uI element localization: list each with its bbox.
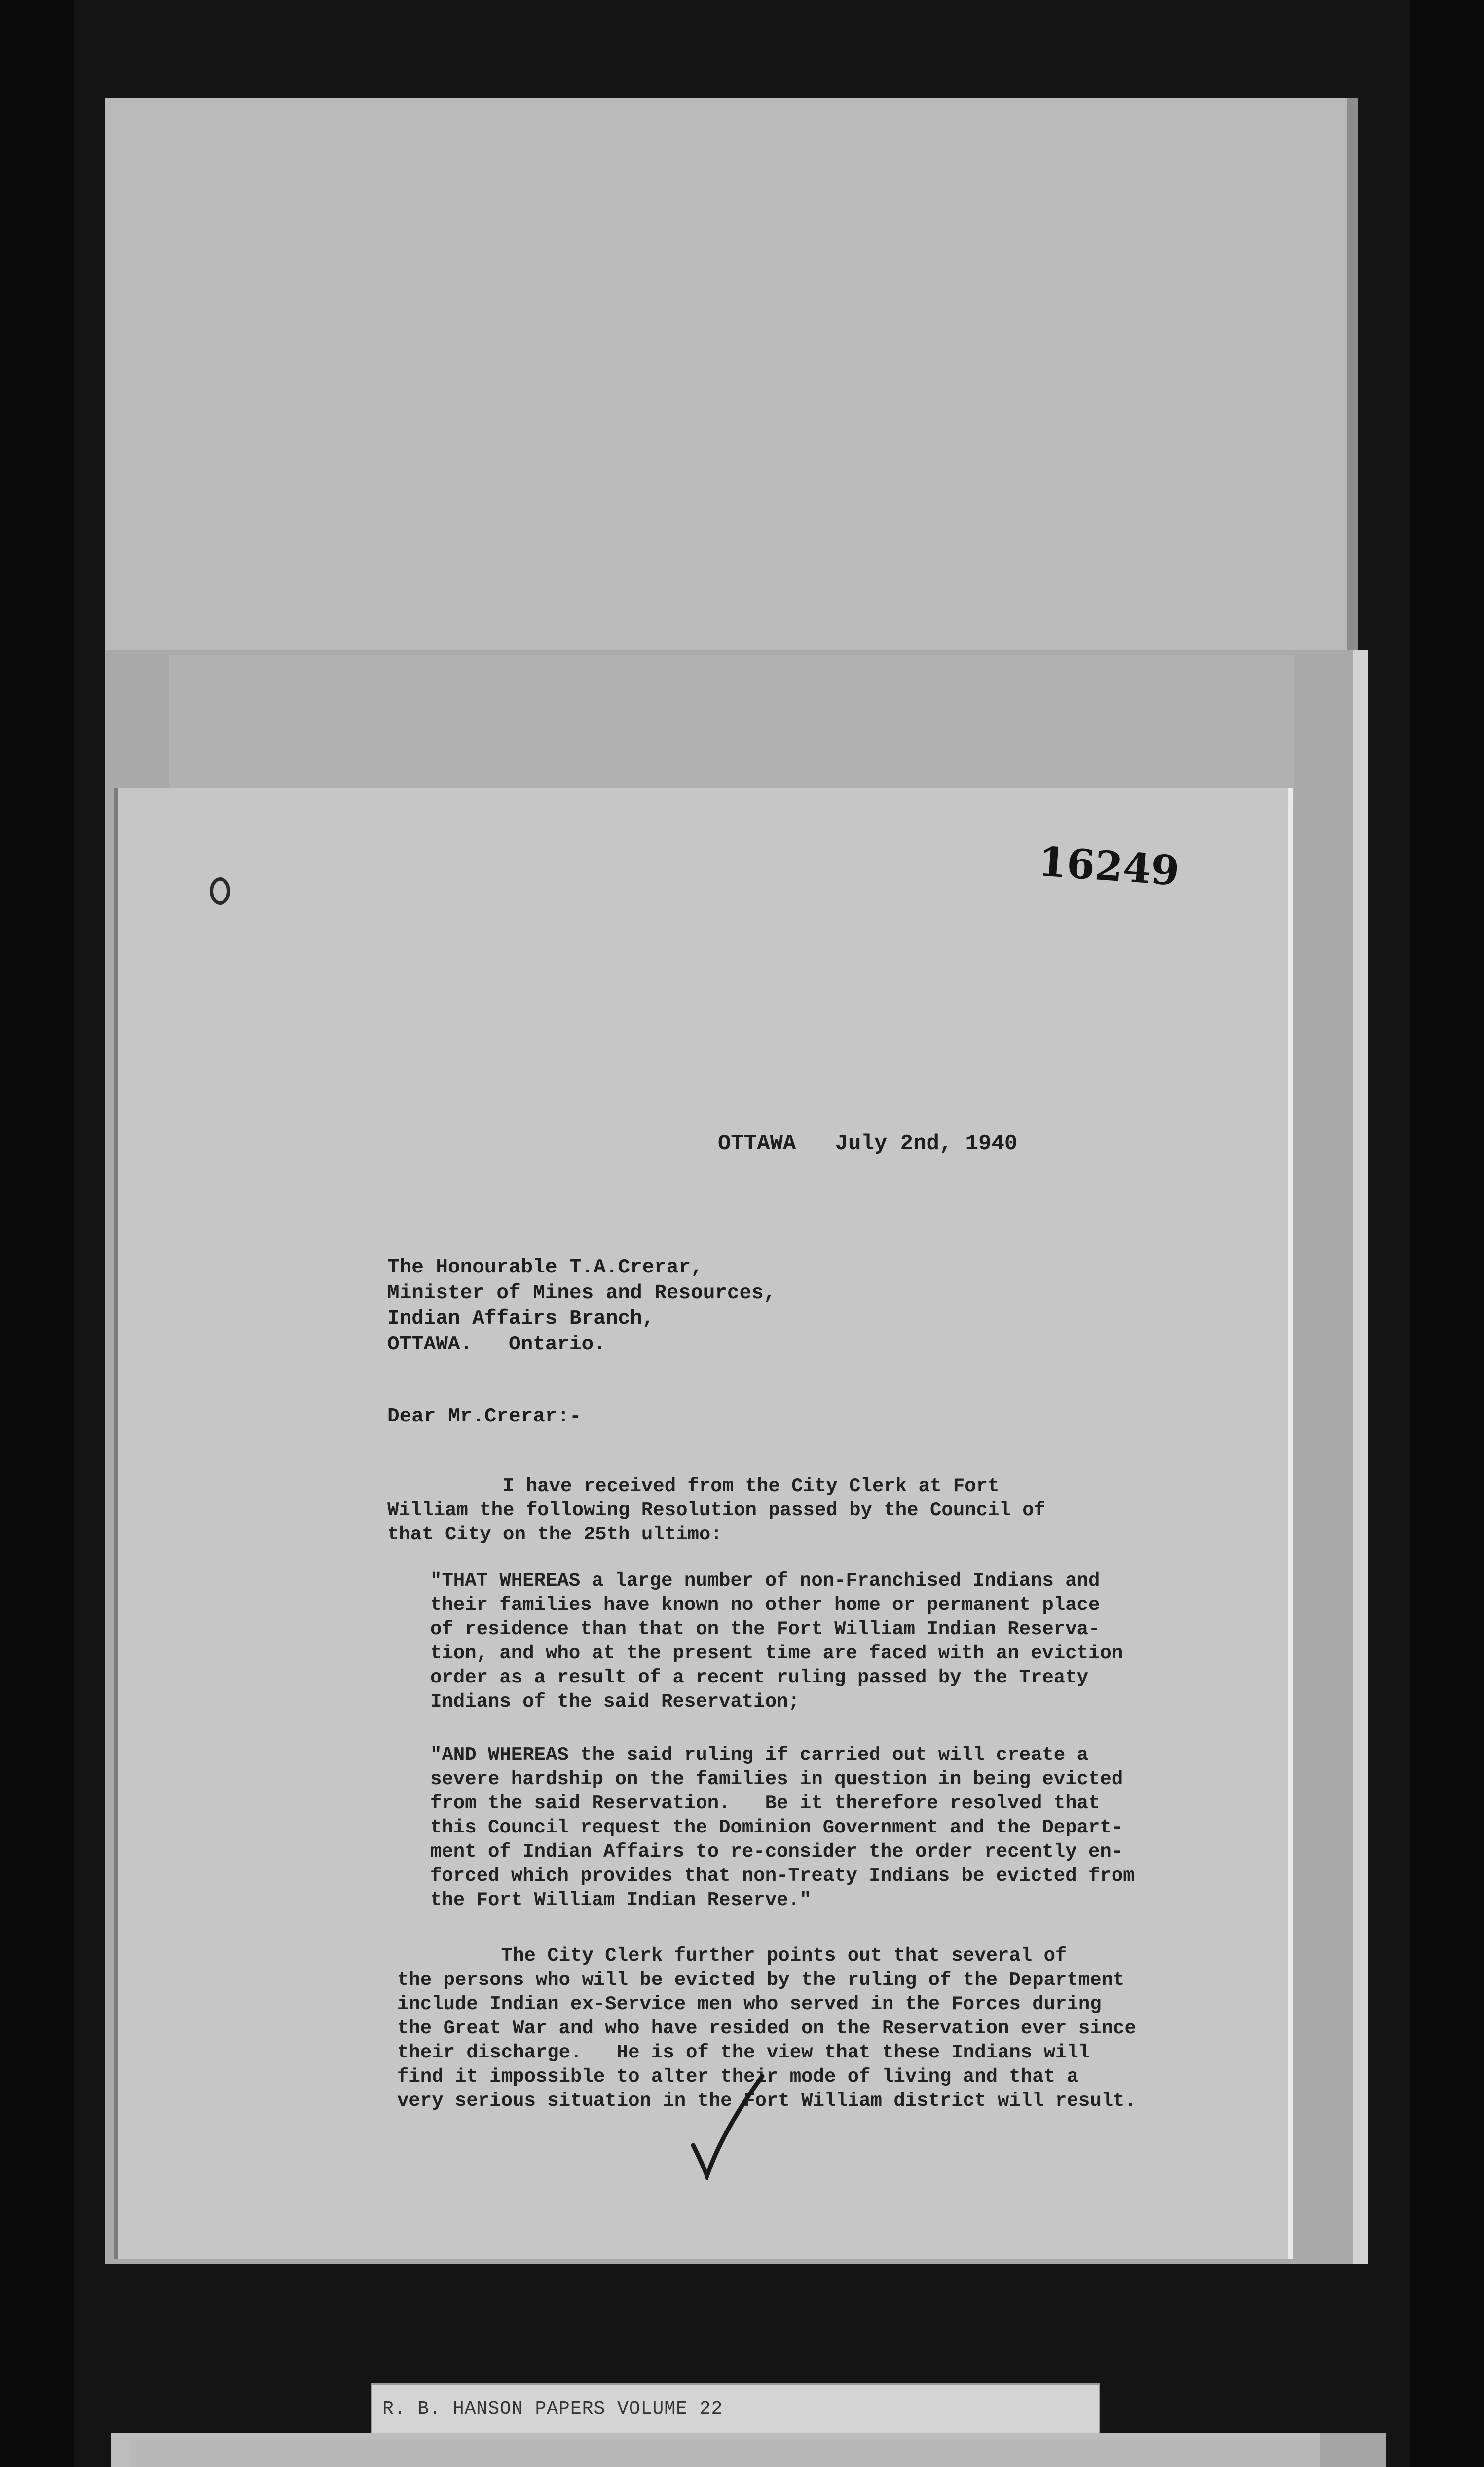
backing-sheet-top (105, 98, 1358, 655)
address-line: OTTAWA. Ontario. (387, 1333, 606, 1356)
archives-card-face (131, 2440, 1325, 2467)
text-line: the Great War and who have resided on the Reservation ever since (397, 2018, 1136, 2039)
volume-tab-label: R. B. HANSON PAPERS VOLUME 22 (371, 2383, 1100, 2436)
text-line: tion, and who at the present time are faced with an eviction (430, 1643, 1123, 1664)
text-line: this Council request the Dominion Government and the Depart- (430, 1817, 1123, 1838)
text-line: ment of Indian Affairs to re-consider the order recently en- (430, 1841, 1123, 1863)
text-line: from the said Reservation. Be it therefore resolved that (430, 1793, 1100, 1814)
punch-hole-icon (210, 877, 230, 905)
text-line: that City on the 25th ultimo: (387, 1524, 722, 1545)
film-edge-left (0, 0, 74, 2467)
address-line: The Honourable T.A.Crerar, (387, 1256, 703, 1279)
text-line: I have received from the City Clerk at Fort (387, 1475, 1000, 1497)
text-line: William the following Resolution passed by the Council of (387, 1499, 1046, 1521)
text-line: of residence than that on the Fort William Indian Reserva- (430, 1618, 1100, 1640)
text-line: order as a result of a recent ruling passed by the Treaty (430, 1667, 1089, 1688)
checkmark-icon (688, 2071, 767, 2180)
dateline: OTTAWA July 2nd, 1940 (718, 1131, 1018, 1156)
text-line: find it impossible to alter their mode of living and that a (397, 2066, 1078, 2088)
archives-card-edge (1320, 2433, 1386, 2467)
archives-card (111, 2433, 1386, 2467)
text-line: Indians of the said Reservation; (430, 1691, 800, 1713)
document-number: 16249 (1037, 838, 1181, 895)
recipient-address (387, 1255, 776, 1357)
text-line: "AND WHEREAS the said ruling if carried out will create a (430, 1744, 1089, 1766)
text-line: very serious situation in the Fort William district will result. (397, 2090, 1136, 2112)
address-line: Minister of Mines and Resources, (387, 1282, 776, 1305)
text-line: severe hardship on the families in question in being evicted (430, 1768, 1123, 1790)
text-line: the Fort William Indian Reserve." (430, 1889, 812, 1911)
resolution-quote-2 (430, 1743, 1135, 1912)
text-line: their discharge. He is of the view that these Indians will (397, 2042, 1090, 2063)
text-line: The City Clerk further points out that several of (397, 1945, 1067, 1967)
text-line: "THAT WHEREAS a large number of non-Franchised Indians and (430, 1570, 1100, 1592)
salutation: Dear Mr.Crerar:- (387, 1405, 582, 1428)
resolution-quote-1 (430, 1569, 1123, 1714)
text-line: their families have known no other home or permanent place (430, 1594, 1100, 1616)
letter-page (118, 788, 1288, 2259)
text-line: include Indian ex-Service men who served in the Forces during (397, 1993, 1102, 2015)
backing-sheet-fold (169, 655, 1294, 803)
address-line: Indian Affairs Branch, (387, 1308, 655, 1330)
intro-paragraph (387, 1474, 1045, 1547)
text-line: forced which provides that non-Treaty Indians be evicted from (430, 1865, 1135, 1887)
film-edge-right (1410, 0, 1484, 2467)
text-line: the persons who will be evicted by the ruling of the Department (397, 1969, 1125, 1991)
